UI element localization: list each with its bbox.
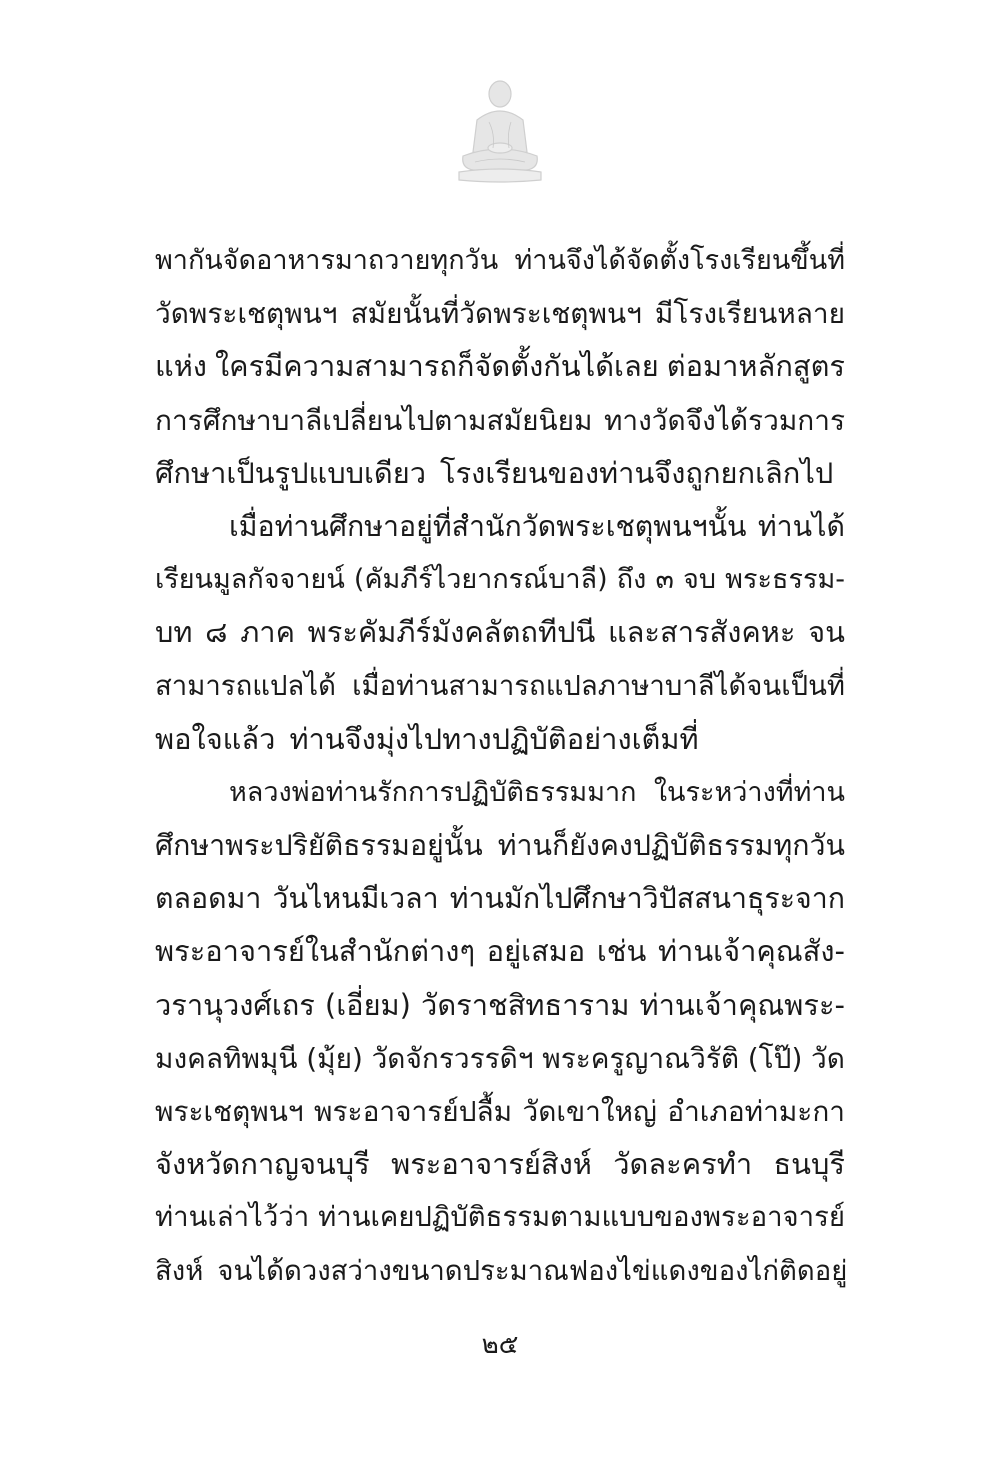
text-word: เมื่อท่านศึกษาอยู่ที่สำนักวัดพระเชตุพนฯนั้น xyxy=(229,509,747,543)
text-word: ท่านก็ยังคงปฏิบัติธรรมทุกวัน xyxy=(497,829,845,863)
text-word: อยู่เสมอ xyxy=(486,934,586,969)
text-word: ในระหว่างที่ท่าน xyxy=(653,776,845,808)
text-line xyxy=(155,234,845,287)
text-word: บท xyxy=(155,615,193,650)
text-word: ภาค xyxy=(240,615,295,650)
text-line xyxy=(155,1191,845,1244)
text-word: วรานุวงศ์เถร xyxy=(155,987,315,1022)
text-line xyxy=(155,925,845,978)
text-word: เช่น xyxy=(596,934,647,969)
body-text xyxy=(155,234,848,1298)
text-line xyxy=(155,1138,845,1191)
text-word: พระอาจารย์ปลื้ม xyxy=(314,1095,513,1128)
text-word: วันไหนมีเวลา xyxy=(272,882,439,916)
text-line xyxy=(155,766,845,819)
text-word: พระอาจารย์ในสำนักต่างๆ xyxy=(155,934,476,969)
text-line xyxy=(155,660,845,713)
text-word: ท่านเคยปฏิบัติธรรมตามแบบของพระอาจารย์ xyxy=(318,1201,845,1234)
text-word: ท่านเจ้าคุณสัง- xyxy=(657,934,845,969)
text-word: ท่านเล่าไว้ว่า xyxy=(155,1201,310,1234)
text-line xyxy=(155,500,845,553)
text-line xyxy=(155,447,845,500)
text-word: สมัยนั้นที่วัดพระเชตุพนฯ xyxy=(350,297,642,331)
text-word: ศึกษาพระปริยัติธรรมอยู่นั้น xyxy=(155,829,483,863)
text-line xyxy=(155,1085,845,1138)
text-word: และสารสังคหะ xyxy=(607,615,796,650)
text-word: ท่านได้ xyxy=(757,509,845,543)
text-word: วัดละครทำ xyxy=(613,1147,753,1182)
text-word: ต่อมาหลักสูตร xyxy=(666,349,845,384)
text-word: ถึง xyxy=(616,564,647,596)
text-line xyxy=(155,819,845,872)
text-word: พากันจัดอาหารมาถวายทุกวัน xyxy=(155,245,499,276)
text-word: จบ xyxy=(683,564,717,596)
text-word: ใครมีความสามารถก็จัดตั้งกันได้เลย xyxy=(215,349,659,384)
text-word: แห่ง xyxy=(155,349,207,384)
text-line xyxy=(155,1032,845,1085)
text-line xyxy=(155,394,845,447)
text-word: พระอาจารย์สิงห์ xyxy=(391,1147,592,1182)
text-word: พระเชตุพนฯ xyxy=(155,1095,304,1128)
text-line xyxy=(155,287,845,340)
text-word: โรงเรียนของท่านจึงถูกยกเลิกไป xyxy=(440,455,834,490)
text-word: จังหวัดกาญจนบุรี xyxy=(155,1147,370,1182)
text-word: ๓ xyxy=(655,564,674,596)
text-word: วัดจักรวรรดิฯ xyxy=(371,1041,534,1075)
text-word: พระครูญาณวิรัติ xyxy=(542,1041,740,1075)
text-word: ท่านจึงได้จัดตั้งโรงเรียนขึ้นที่ xyxy=(514,245,845,276)
text-word: วัด xyxy=(811,1041,845,1075)
text-word: จนได้ดวงสว่างขนาดประมาณฟองไข่แดงของไก่ติดอยู่ xyxy=(217,1254,848,1287)
text-word: พระคัมภีร์มังคลัตถทีปนี xyxy=(307,615,596,650)
text-word: มงคลทิพมุนี xyxy=(155,1041,298,1075)
text-word: วัดพระเชตุพนฯ xyxy=(155,297,338,331)
text-line xyxy=(155,713,845,766)
text-word: เรียนมูลกัจจายน์ xyxy=(155,564,345,596)
text-word: การศึกษาบาลีเปลี่ยนไปตามสมัยนิยม xyxy=(155,403,593,437)
text-line xyxy=(155,872,845,925)
text-word: หลวงพ่อท่านรักการปฏิบัติธรรมมาก xyxy=(229,776,637,808)
text-line xyxy=(155,606,845,659)
text-line xyxy=(155,340,845,393)
seated-monk-icon xyxy=(455,72,545,184)
text-word: ท่านมักไปศึกษาวิปัสสนาธุระจาก xyxy=(449,882,845,916)
text-word: ท่านจึงมุ่งไปทางปฏิบัติอย่างเต็มที่ xyxy=(289,721,699,756)
text-word: พระธรรม- xyxy=(725,564,845,596)
text-word: มีโรงเรียนหลาย xyxy=(654,297,845,331)
text-word: ๘ xyxy=(205,615,228,650)
text-word: สิงห์ xyxy=(155,1254,204,1287)
text-word: สามารถแปลได้ xyxy=(155,669,336,702)
text-word: (คัมภีร์ไวยากรณ์บาลี) xyxy=(353,564,608,596)
text-line xyxy=(155,979,845,1032)
text-word: (มุ้ย) xyxy=(306,1041,363,1075)
text-word: จน xyxy=(808,615,845,650)
text-line xyxy=(155,1245,848,1298)
text-word: ธนบุรี xyxy=(773,1147,845,1182)
text-line xyxy=(155,553,845,606)
text-word: พอใจแล้ว xyxy=(155,721,276,756)
text-word: วัดราชสิทธาราม xyxy=(421,987,630,1022)
text-word: เมื่อท่านสามารถแปลภาษาบาลีได้จนเป็นที่ xyxy=(352,669,845,702)
text-word: ศึกษาเป็นรูปแบบเดียว xyxy=(155,455,427,490)
text-word: ท่านเจ้าคุณพระ- xyxy=(639,987,845,1022)
text-word: ตลอดมา xyxy=(155,882,262,916)
text-word: อำเภอท่ามะกา xyxy=(667,1095,845,1128)
text-word: (เอี่ยม) xyxy=(324,987,411,1022)
text-word: (โป๊) xyxy=(747,1041,803,1075)
text-word: ทางวัดจึงได้รวมการ xyxy=(603,403,845,437)
text-word: วัดเขาใหญ่ xyxy=(522,1095,657,1128)
page-number: ๒๕ xyxy=(481,1330,519,1360)
